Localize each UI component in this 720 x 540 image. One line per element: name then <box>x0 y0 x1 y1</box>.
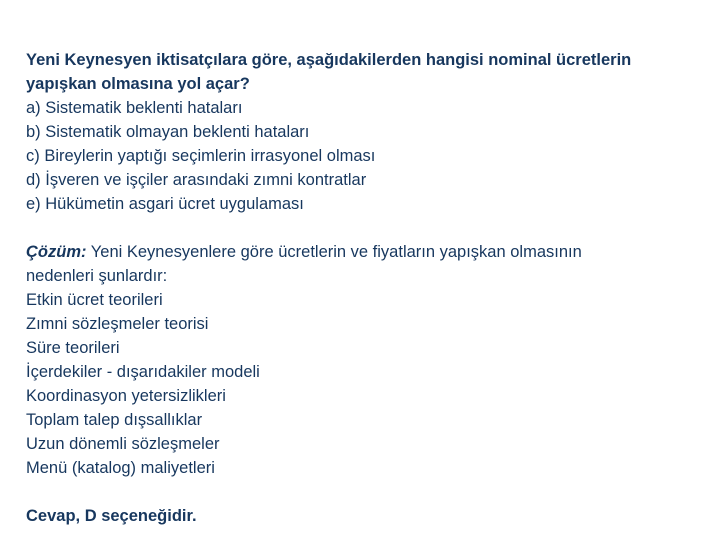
option-c: c) Bireylerin yaptığı seçimlerin irrasyonel olması <box>26 147 376 165</box>
solution-intro-line-2: nedenleri şunlardır: <box>26 267 168 285</box>
reason-item: Toplam talep dışsallıklar <box>26 411 203 429</box>
answer-text: Cevap, D seçeneğidir. <box>26 507 197 525</box>
reason-item: Etkin ücret teorileri <box>26 291 163 309</box>
solution-block <box>26 240 706 480</box>
solution-intro-text: Yeni Keynesyenlere göre ücretlerin ve fiyatların yapışkan olmasının <box>86 243 582 261</box>
reason-item: Menü (katalog) maliyetleri <box>26 459 215 477</box>
reason-item: Koordinasyon yetersizlikleri <box>26 387 226 405</box>
solution-label: Çözüm: <box>26 243 87 261</box>
reason-item: Uzun dönemli sözleşmeler <box>26 435 220 453</box>
reason-item: Zımni sözleşmeler teorisi <box>26 315 209 333</box>
question-text-line-2: yapışkan olmasına yol açar? <box>26 75 250 93</box>
option-d: d) İşveren ve işçiler arasındaki zımni kontratlar <box>26 171 367 189</box>
spacer <box>26 480 706 504</box>
reason-item: Süre teorileri <box>26 339 120 357</box>
question-text-line-1: Yeni Keynesyen iktisatçılara göre, aşağıdakilerden hangisi nominal ücretlerin <box>26 51 632 69</box>
document-body <box>26 48 706 528</box>
option-e: e) Hükümetin asgari ücret uygulaması <box>26 195 304 213</box>
question-block <box>26 48 706 216</box>
solution-intro-line-1 <box>26 240 706 264</box>
option-b: b) Sistematik olmayan beklenti hataları <box>26 123 310 141</box>
reason-item: İçerdekiler - dışarıdakiler modeli <box>26 363 260 381</box>
option-a: a) Sistematik beklenti hataları <box>26 99 243 117</box>
spacer <box>26 216 706 240</box>
